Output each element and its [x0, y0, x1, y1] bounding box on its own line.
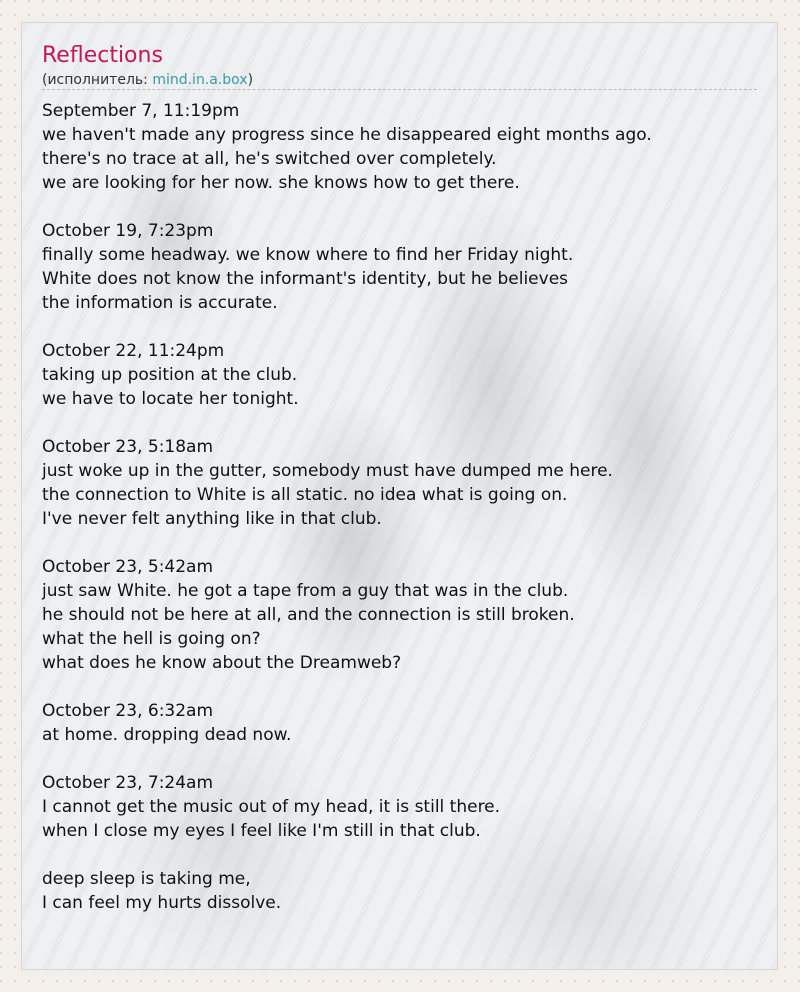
lyric-line: October 23, 5:42am: [42, 557, 214, 577]
stanza: [42, 339, 773, 411]
lyric-line: October 19, 7:23pm: [42, 221, 214, 241]
artist-prefix: (исполнитель:: [42, 72, 153, 88]
lyric-line: when I close my eyes I feel like I'm still in that club.: [42, 821, 481, 841]
lyric-line: what does he know about the Dreamweb?: [42, 653, 402, 673]
lyrics-card: [21, 22, 778, 970]
lyric-line: the connection to White is all static. no idea what is going on.: [42, 485, 568, 505]
lyric-line: we are looking for her now. she knows how to get there.: [42, 173, 520, 193]
stanza: [42, 771, 773, 843]
lyric-line: October 22, 11:24pm: [42, 341, 225, 361]
lyric-line: we have to locate her tonight.: [42, 389, 299, 409]
lyric-line: there's no trace at all, he's switched over completely.: [42, 149, 497, 169]
lyric-line: White does not know the informant's identity, but he believes: [42, 269, 569, 289]
lyric-line: just saw White. he got a tape from a guy that was in the club.: [42, 581, 569, 601]
artist-suffix: ): [247, 72, 254, 88]
lyrics-body: [42, 99, 773, 939]
artist-line: [42, 72, 253, 88]
lyric-line: I cannot get the music out of my head, it is still there.: [42, 797, 501, 817]
lyric-line: October 23, 5:18am: [42, 437, 214, 457]
lyric-line: October 23, 6:32am: [42, 701, 214, 721]
lyric-line: the information is accurate.: [42, 293, 278, 313]
lyric-line: I've never felt anything like in that club.: [42, 509, 382, 529]
title-divider: [42, 89, 757, 90]
song-title: Reflections: [42, 43, 163, 68]
lyric-line: we haven't made any progress since he disappeared eight months ago.: [42, 125, 652, 145]
stanza: [42, 219, 773, 315]
stanza: [42, 555, 773, 675]
stanza: [42, 99, 773, 195]
artist-link[interactable]: mind.in.a.box: [152, 72, 248, 88]
lyric-line: September 7, 11:19pm: [42, 101, 240, 121]
lyric-line: finally some headway. we know where to find her Friday night.: [42, 245, 574, 265]
lyric-line: taking up position at the club.: [42, 365, 298, 385]
lyric-line: just woke up in the gutter, somebody must have dumped me here.: [42, 461, 613, 481]
stanza: [42, 435, 773, 531]
lyric-line: October 23, 7:24am: [42, 773, 214, 793]
lyric-line: I can feel my hurts dissolve.: [42, 893, 282, 913]
lyric-line: what the hell is going on?: [42, 629, 261, 649]
lyric-line: at home. dropping dead now.: [42, 725, 292, 745]
lyric-line: deep sleep is taking me,: [42, 869, 251, 889]
stanza: [42, 867, 773, 915]
stanza: [42, 699, 773, 747]
lyric-line: he should not be here at all, and the connection is still broken.: [42, 605, 575, 625]
